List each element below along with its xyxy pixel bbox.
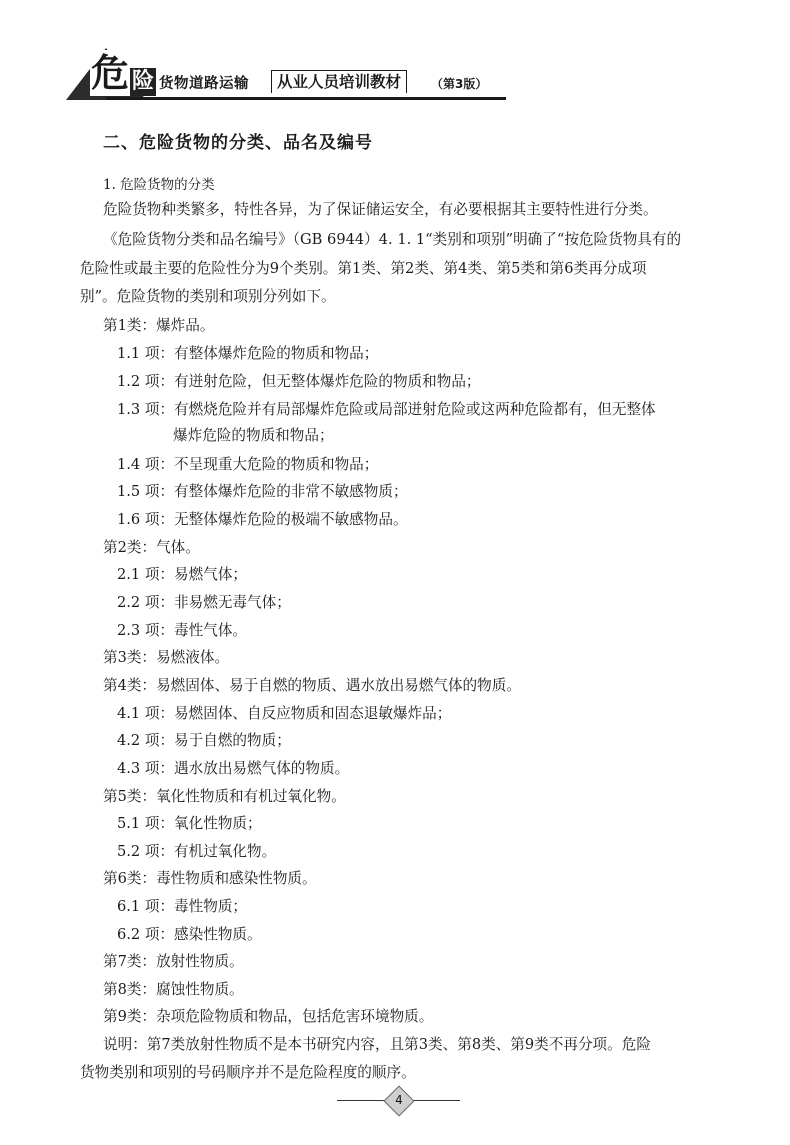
text-line: 5.1 项：氧化性物质； [117, 815, 262, 832]
text-line: 《危险货物分类和品名编号》（GB 6944）4. 1. 1“类别和项别”明确了“按危险货物具有的 [103, 231, 682, 248]
footer-rule-left [337, 1100, 387, 1101]
text-line: 危险货物种类繁多，特性各异，为了保证储运安全，有必要根据其主要特性进行分类。 [103, 201, 658, 218]
text-line: 第7类：放射性物质。 [103, 953, 244, 970]
text-line: 1.2 项：有迸射危险，但无整体爆炸危险的物质和物品； [117, 373, 481, 390]
text-line: 第8类：腐蚀性物质。 [103, 981, 244, 998]
text-line: 1.4 项：不呈现重大危险的物质和物品； [117, 456, 379, 473]
text-line: 4.3 项：遇水放出易燃气体的物质。 [117, 760, 350, 777]
text-line: 5.2 项：有机过氧化物。 [117, 843, 277, 860]
page-number: 4 [395, 1093, 403, 1107]
text-line: 第9类：杂项危险物质和物品，包括危害环境物质。 [103, 1008, 434, 1025]
text-line: 1.5 项：有整体爆炸危险的非常不敏感物质； [117, 483, 408, 500]
text-line: 1.6 项：无整体爆炸危险的极端不敏感物品。 [117, 511, 408, 528]
text-line: 危险性或最主要的危险性分为9个类别。第1类、第2类、第4类、第5类和第6类再分成项 [80, 260, 647, 277]
text-line: 货物类别和项别的号码顺序并不是危险程度的顺序。 [80, 1064, 416, 1081]
header-big-char: 危 [91, 51, 130, 95]
text-line: 第2类：气体。 [103, 539, 200, 556]
header-inverted-char: 险 [132, 69, 155, 94]
header-title-part1: 货物道路运输 [159, 76, 249, 92]
text-line: 6.2 项：感染性物质。 [117, 926, 262, 943]
text-line: 第1类：爆炸品。 [103, 317, 215, 334]
text-line: 第4类：易燃固体、易于自燃的物质、遇水放出易燃气体的物质。 [103, 677, 521, 694]
text-line: 爆炸危险的物质和物品； [173, 427, 334, 444]
header-edition: （第3版） [431, 77, 488, 91]
text-line: 第5类：氧化性物质和有机过氧化物。 [103, 788, 346, 805]
text-line: 2.3 项：毒性气体。 [117, 622, 248, 639]
running-header [66, 48, 506, 104]
section-title: 二、危险货物的分类、品名及编号 [103, 133, 373, 153]
text-line: 1. 危险货物的分类 [103, 177, 215, 193]
text-line: 2.2 项：非易燃无毒气体； [117, 594, 291, 611]
header-rule [106, 97, 506, 100]
text-line: 第3类：易燃液体。 [103, 649, 230, 666]
text-line: 第6类：毒性物质和感染性物质。 [103, 870, 317, 887]
text-line: 别”。危险货物的类别和项别分列如下。 [80, 288, 336, 305]
text-line: 2.1 项：易燃气体； [117, 566, 248, 583]
text-line: 4.1 项：易燃固体、自反应物质和固态退敏爆炸品； [117, 705, 452, 722]
text-line: 说明：第7类放射性物质不是本书研究内容，且第3类、第8类、第9类不再分项。危险 [103, 1036, 651, 1053]
text-line: 1.1 项：有整体爆炸危险的物质和物品； [117, 345, 379, 362]
footer-rule-right [410, 1100, 460, 1101]
text-line: 4.2 项：易于自燃的物质； [117, 732, 291, 749]
text-line: 1.3 项：有燃烧危险并有局部爆炸危险或局部迸射危险或这两种危险都有，但无整体 [117, 401, 656, 418]
header-title-part2: 从业人员培训教材 [271, 70, 407, 93]
text-line: 6.1 项：毒性物质； [117, 898, 248, 915]
